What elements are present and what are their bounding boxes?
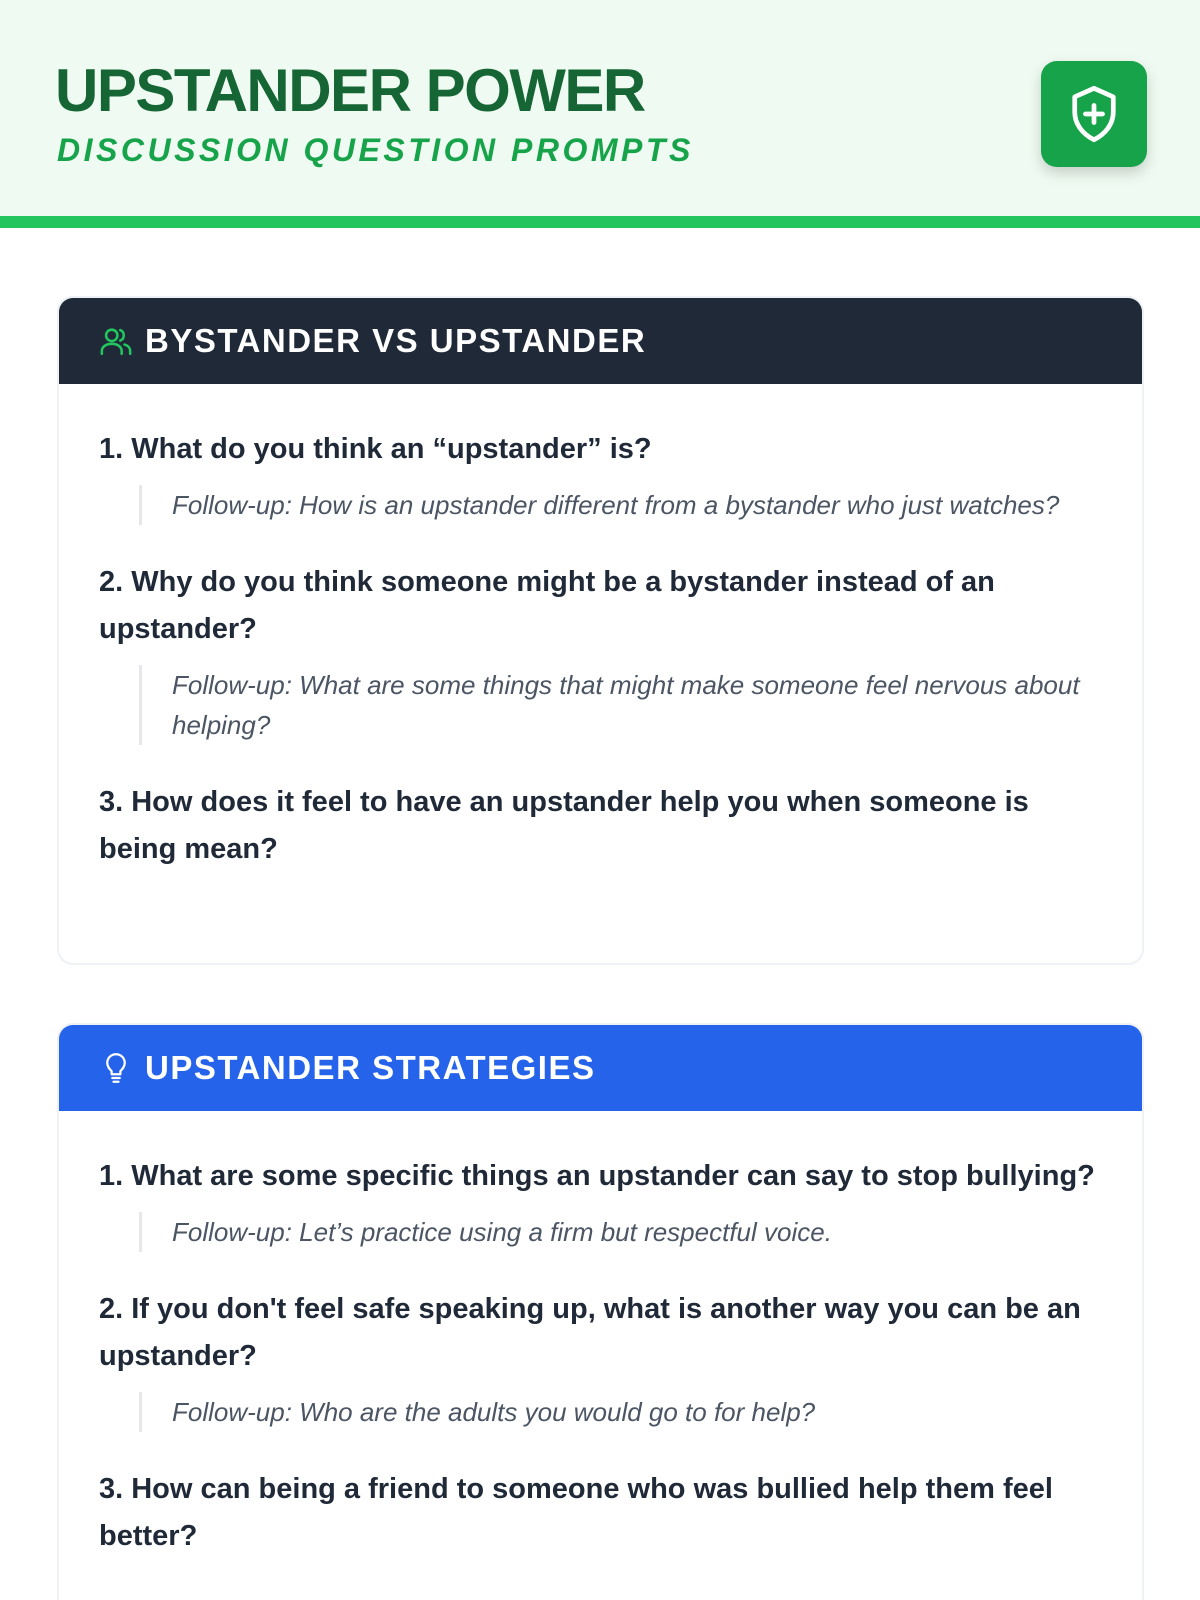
follow-up: Follow-up: What are some things that might make someone feel nervous about helping? [139,665,1102,745]
question: 1. What do you think an “upstander” is? [99,433,652,465]
page-subtitle: DISCUSSION QUESTION PROMPTS [57,132,694,168]
follow-up: Follow-up: How is an upstander different from a bystander who just watches? [139,485,1102,525]
lightbulb-icon [99,1051,133,1085]
page-header [0,0,1200,228]
shield-plus-icon [1068,84,1120,144]
section-title: UPSTANDER STRATEGIES [145,1049,596,1086]
follow-up: Follow-up: Let’s practice using a firm but respectful voice. [139,1212,1102,1252]
question: 2. Why do you think someone might be a bystander instead of an upstander? [99,566,995,645]
users-icon [99,324,133,358]
follow-up: Follow-up: Who are the adults you would go to for help? [139,1392,1102,1432]
section-header [59,298,1142,384]
page-title: UPSTANDER POWER [55,57,645,124]
section-header [59,1025,1142,1111]
question: 3. How can being a friend to someone who was bullied help them feel better? [99,1473,1053,1552]
shield-badge [1041,61,1147,167]
section-bystander-vs-upstander [57,296,1144,965]
question: 1. What are some specific things an upstander can say to stop bullying? [99,1160,1095,1192]
section-upstander-strategies [57,1023,1144,1600]
section-title: BYSTANDER VS UPSTANDER [145,322,647,359]
question: 3. How does it feel to have an upstander help you when someone is being mean? [99,786,1029,865]
question: 2. If you don't feel safe speaking up, what is another way you can be an upstander? [99,1293,1081,1372]
